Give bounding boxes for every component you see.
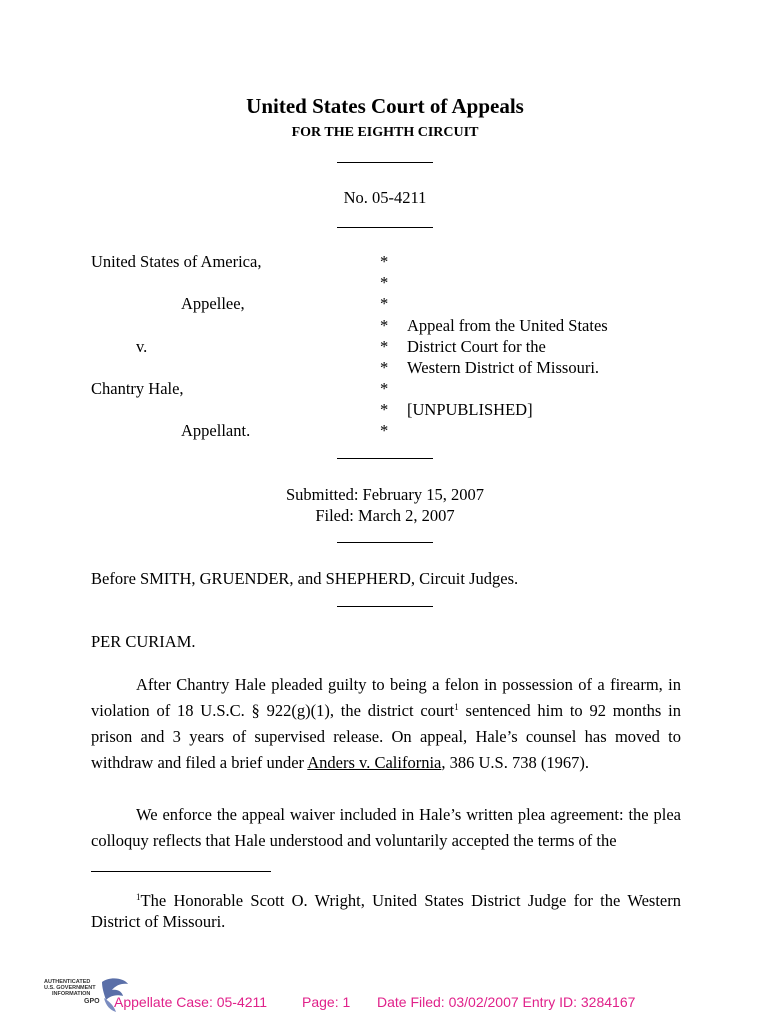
divider [337,542,433,543]
plaintiff-name: United States of America, [91,252,262,271]
footer-date-filed: Date Filed: 03/02/2007 Entry ID: 3284167 [377,994,636,1010]
case-number: No. 05-4211 [343,188,427,207]
divider [337,606,433,607]
gpo-logo-line2: U.S. GOVERNMENT [44,985,96,991]
caption-star: * [380,252,389,271]
defendant-name: Chantry Hale, [91,379,184,398]
opinion-paragraph-1 [91,672,681,776]
caption-star: * [380,358,389,377]
opinion-paragraph-2: We enforce the appeal waiver included in Hale’s written plea agreement: the plea colloquy reflects that Hale understood and voluntarily accepted the terms of the [91,805,681,850]
per-curiam-heading: PER CURIAM. [91,632,196,651]
caption-star: * [380,273,389,292]
footnote-number: 1 [136,892,141,902]
footnote-divider [91,871,271,872]
panel-judges: Before SMITH, GRUENDER, and SHEPHERD, Circuit Judges. [91,569,519,588]
paragraph-text: , 386 U.S. 738 (1967). [441,753,589,772]
submitted-date: Submitted: February 15, 2007 [286,485,484,504]
gpo-logo-line3: INFORMATION [52,991,91,997]
caption-star: * [380,379,389,398]
filed-date: Filed: March 2, 2007 [315,506,455,525]
footnote-reference[interactable]: 1 [454,702,459,712]
gpo-logo-line1: AUTHENTICATED [44,979,91,985]
caption-star: * [380,337,389,356]
paragraph-text: sentenced him to 92 months in prison and 3 years of supervised release. On appeal, Hale’s counsel has moved to withdraw and filed a brief under [91,701,681,772]
paragraph-text: After Chantry Hale pleaded guilty to being a felon in possession of a firearm, in violation of 18 U.S.C. § 922(g)(1), the district court [91,675,681,720]
circuit-name: FOR THE EIGHTH CIRCUIT [291,125,479,140]
caption-star: * [380,400,389,419]
appeal-from-line1: Appeal from the United States [407,316,608,335]
footnote [91,890,681,932]
footnote-text: The Honorable Scott O. Wright, United States District Judge for the Western District of Missouri. [91,891,681,931]
appeal-from-line3: Western District of Missouri. [407,358,600,377]
caption-star: * [380,316,389,335]
unpublished-label: [UNPUBLISHED] [407,400,533,419]
divider [337,458,433,459]
caption-star: * [380,294,389,313]
versus: v. [136,337,148,356]
case-citation: Anders v. California [307,753,442,772]
divider [337,227,433,228]
defendant-role: Appellant. [181,421,251,440]
court-name: United States Court of Appeals [246,94,524,118]
gpo-logo-abbr: GPO [84,998,100,1005]
plaintiff-role: Appellee, [181,294,245,313]
caption-star: * [380,421,389,440]
divider [337,162,433,163]
footer-page: Page: 1 [302,994,351,1010]
appeal-from-line2: District Court for the [407,337,546,356]
footer-appellate-case: Appellate Case: 05-4211 [114,994,268,1010]
